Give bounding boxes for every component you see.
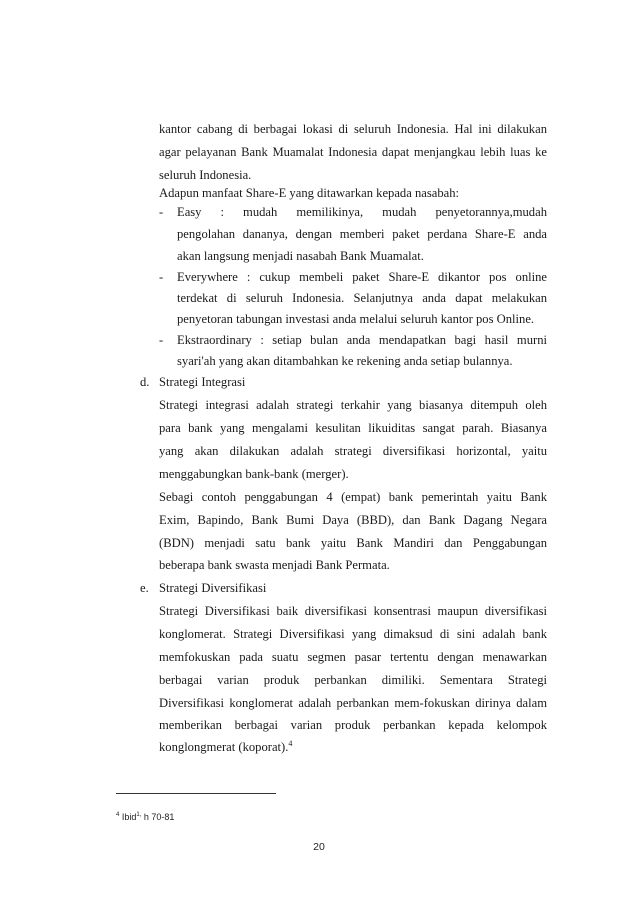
section-d-para2-line-3: (BDN) menjadi satu bank yaitu Bank Mandiri dan Penggabungan [159,536,547,550]
section-e-line-6: memberikan berbagai varian produk perbankan kepada kelompok [159,718,547,732]
footnote-sup: 1, [136,812,142,818]
page-number: 20 [313,841,325,853]
benefit-everywhere-line-3: penyetoran tabungan investasi anda melalui seluruh kantor pos Online. [177,312,535,326]
benefit-ekstraordinary-line-1: Ekstraordinary : setiap bulan anda mendapatkan bagi hasil murni [177,333,547,347]
bullet-dash: - [159,270,164,284]
section-d-para1-line-4: menggabungkan bank-bank (merger). [159,467,349,481]
footnote [116,809,174,823]
section-d-para2-line-1: Sebagi contoh penggabungan 4 (empat) bank pemerintah yaitu Bank [159,490,547,504]
section-d-marker: d. [140,375,150,389]
section-d-heading: Strategi Integrasi [159,375,246,389]
intro-line-4: Adapun manfaat Share-E yang ditawarkan kepada nasabah: [159,186,460,200]
footnote-rest: h 70-81 [143,812,175,822]
section-d-para2-line-4: beberapa bank swasta menjadi Bank Permata. [159,558,390,572]
benefit-everywhere-line-1: Everywhere : cukup membeli paket Share-E dikantor pos online [177,270,547,284]
section-e-line-1: Strategi Diversifikasi baik diversifikasi konsentrasi maupun diversifikasi [159,604,547,618]
section-e-line-2: konglomerat. Strategi Diversifikasi yang dimaksud di sini adalah bank [159,627,547,641]
benefit-easy-line-3: akan langsung menjadi nasabah Bank Muamalat. [177,249,424,263]
intro-line-1: kantor cabang di berbagai lokasi di seluruh Indonesia. Hal ini dilakukan [159,122,547,136]
section-e-marker: e. [140,581,149,595]
intro-line-3: seluruh Indonesia. [159,168,252,182]
footnote-text: Ibid [121,812,137,822]
benefit-easy-line-2: pengolahan dananya, dengan memberi paket perdana Share-E anda [177,227,547,241]
section-e-heading: Strategi Diversifikasi [159,581,267,595]
bullet-dash: - [159,333,164,347]
benefit-ekstraordinary-line-2: syari'ah yang akan ditambahkan ke rekening anda setiap bulannya. [177,354,513,368]
intro-line-2: agar pelayanan Bank Muamalat Indonesia dapat menjangkau lebih luas ke [159,145,547,159]
section-e-line-3: memfokuskan pada suatu segmen pasar tertentu dengan menawarkan [159,650,547,664]
section-e-line-4: berbagai varian produk perbankan dimiliki. Sementara Strategi [159,673,547,687]
section-d-para1-line-3: yang akan dilakukan adalah strategi diversifikasi horizontal, yaitu [159,444,547,458]
section-d-para1-line-2: para bank yang mengalami kesulitan likuiditas sangat parah. Biasanya [159,421,547,435]
section-e-line-7 [159,739,292,755]
footnote-number: 4 [116,812,120,818]
section-e-line-7-text: konglongmerat (koporat). [159,740,289,754]
footnote-divider [116,793,276,794]
section-d-para1-line-1: Strategi integrasi adalah strategi terkahir yang biasanya ditempuh oleh [159,398,547,412]
benefit-everywhere-line-2: terdekat di seluruh Indonesia. Selanjutnya anda dapat melakukan [177,291,547,305]
footnote-reference[interactable]: 4 [288,738,293,748]
section-e-line-5: Diversifikasi konglomerat adalah perbankan mem-fokuskan dirinya dalam [159,696,547,710]
section-d-para2-line-2: Exim, Bapindo, Bank Bumi Daya (BBD), dan Bank Dagang Negara [159,513,547,527]
bullet-dash: - [159,205,164,219]
benefit-easy-line-1: Easy : mudah memilikinya, mudah penyetorannya,mudah [177,205,547,219]
